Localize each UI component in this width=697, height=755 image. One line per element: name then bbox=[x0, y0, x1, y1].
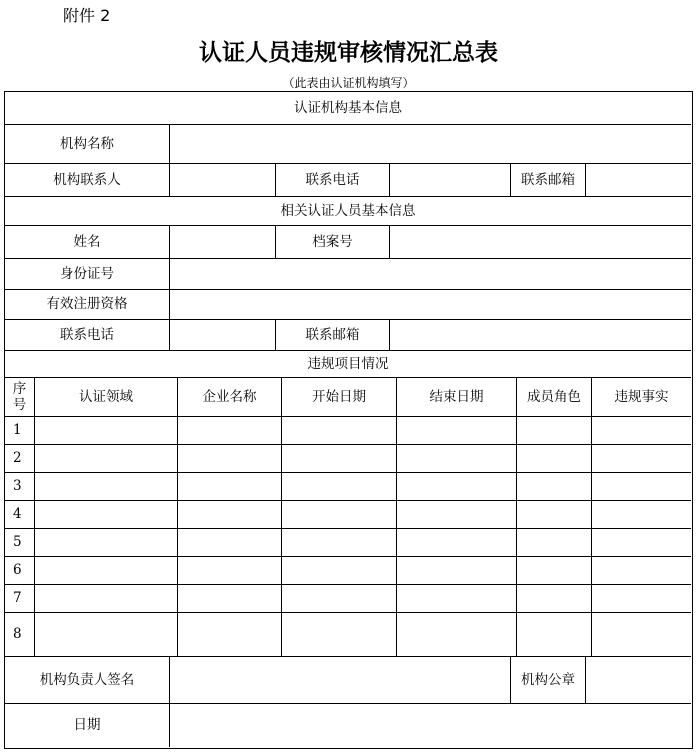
cell-end-date[interactable] bbox=[397, 417, 517, 445]
cell-start-date[interactable] bbox=[282, 445, 397, 473]
cell-field[interactable] bbox=[35, 529, 178, 557]
label-org-email: 联系邮箱 bbox=[511, 164, 586, 197]
row-number: 5 bbox=[5, 529, 35, 557]
input-seal[interactable] bbox=[586, 657, 691, 704]
row-number: 2 bbox=[5, 445, 35, 473]
input-person-email[interactable] bbox=[390, 320, 691, 351]
attachment-label: 附件 2 bbox=[63, 6, 111, 25]
label-org-name: 机构名称 bbox=[5, 125, 170, 164]
cell-field[interactable] bbox=[35, 445, 178, 473]
cell-role[interactable] bbox=[517, 473, 592, 501]
header-seq-bottom: 号 bbox=[12, 397, 27, 413]
summary-table bbox=[4, 91, 693, 749]
label-person-email: 联系邮箱 bbox=[276, 320, 390, 351]
label-id-no: 身份证号 bbox=[5, 259, 170, 290]
input-qualification[interactable] bbox=[170, 290, 691, 320]
cell-company[interactable] bbox=[178, 501, 282, 529]
header-seq-top: 序 bbox=[12, 381, 27, 397]
header-role: 成员角色 bbox=[517, 378, 592, 417]
cell-end-date[interactable] bbox=[397, 445, 517, 473]
cell-facts[interactable] bbox=[592, 417, 691, 445]
cell-field[interactable] bbox=[35, 501, 178, 529]
cell-facts[interactable] bbox=[592, 445, 691, 473]
input-id-no[interactable] bbox=[170, 259, 691, 290]
cell-start-date[interactable] bbox=[282, 473, 397, 501]
cell-company[interactable] bbox=[178, 557, 282, 585]
label-person-name: 姓名 bbox=[5, 226, 170, 259]
label-date: 日期 bbox=[5, 704, 170, 747]
cell-role[interactable] bbox=[517, 501, 592, 529]
row-number: 8 bbox=[5, 613, 35, 657]
cell-start-date[interactable] bbox=[282, 417, 397, 445]
label-org-phone: 联系电话 bbox=[276, 164, 390, 197]
header-seq bbox=[5, 378, 35, 417]
label-file-no: 档案号 bbox=[276, 226, 390, 259]
form-subtitle: （此表由认证机构填写） bbox=[282, 76, 415, 90]
cell-role[interactable] bbox=[517, 585, 592, 613]
cell-field[interactable] bbox=[35, 557, 178, 585]
cell-role[interactable] bbox=[517, 613, 592, 657]
input-org-name[interactable] bbox=[170, 125, 691, 164]
header-end-date: 结束日期 bbox=[397, 378, 517, 417]
label-signature: 机构负责人签名 bbox=[5, 657, 170, 704]
cell-start-date[interactable] bbox=[282, 585, 397, 613]
input-org-email[interactable] bbox=[586, 164, 691, 197]
label-seal: 机构公章 bbox=[511, 657, 586, 704]
cell-role[interactable] bbox=[517, 417, 592, 445]
cell-start-date[interactable] bbox=[282, 613, 397, 657]
cell-field[interactable] bbox=[35, 473, 178, 501]
cell-company[interactable] bbox=[178, 445, 282, 473]
cell-start-date[interactable] bbox=[282, 501, 397, 529]
section-violations: 违规项目情况 bbox=[5, 351, 691, 378]
input-signature[interactable] bbox=[170, 657, 511, 704]
cell-facts[interactable] bbox=[592, 585, 691, 613]
cell-facts[interactable] bbox=[592, 529, 691, 557]
cell-facts[interactable] bbox=[592, 501, 691, 529]
cell-field[interactable] bbox=[35, 417, 178, 445]
cell-role[interactable] bbox=[517, 529, 592, 557]
cell-end-date[interactable] bbox=[397, 473, 517, 501]
input-org-contact-person[interactable] bbox=[170, 164, 276, 197]
row-number: 6 bbox=[5, 557, 35, 585]
label-qualification: 有效注册资格 bbox=[5, 290, 170, 320]
header-start-date: 开始日期 bbox=[282, 378, 397, 417]
cell-field[interactable] bbox=[35, 613, 178, 657]
input-person-name[interactable] bbox=[170, 226, 276, 259]
cell-end-date[interactable] bbox=[397, 501, 517, 529]
input-org-phone[interactable] bbox=[390, 164, 511, 197]
row-number: 3 bbox=[5, 473, 35, 501]
cell-company[interactable] bbox=[178, 613, 282, 657]
cell-end-date[interactable] bbox=[397, 585, 517, 613]
section-person-info: 相关认证人员基本信息 bbox=[5, 197, 691, 226]
header-field: 认证领域 bbox=[35, 378, 178, 417]
header-company: 企业名称 bbox=[178, 378, 282, 417]
label-org-contact-person: 机构联系人 bbox=[5, 164, 170, 197]
cell-end-date[interactable] bbox=[397, 557, 517, 585]
cell-facts[interactable] bbox=[592, 473, 691, 501]
cell-company[interactable] bbox=[178, 585, 282, 613]
cell-company[interactable] bbox=[178, 417, 282, 445]
row-number: 7 bbox=[5, 585, 35, 613]
cell-company[interactable] bbox=[178, 529, 282, 557]
cell-start-date[interactable] bbox=[282, 557, 397, 585]
cell-company[interactable] bbox=[178, 473, 282, 501]
input-file-no[interactable] bbox=[390, 226, 691, 259]
cell-end-date[interactable] bbox=[397, 529, 517, 557]
row-number: 4 bbox=[5, 501, 35, 529]
section-org-info: 认证机构基本信息 bbox=[5, 92, 691, 125]
input-person-phone[interactable] bbox=[170, 320, 276, 351]
cell-facts[interactable] bbox=[592, 613, 691, 657]
header-facts: 违规事实 bbox=[592, 378, 691, 417]
cell-facts[interactable] bbox=[592, 557, 691, 585]
cell-end-date[interactable] bbox=[397, 613, 517, 657]
label-person-phone: 联系电话 bbox=[5, 320, 170, 351]
input-date[interactable] bbox=[170, 704, 691, 747]
form-title: 认证人员违规审核情况汇总表 bbox=[199, 39, 498, 66]
cell-start-date[interactable] bbox=[282, 529, 397, 557]
cell-role[interactable] bbox=[517, 557, 592, 585]
row-number: 1 bbox=[5, 417, 35, 445]
cell-role[interactable] bbox=[517, 445, 592, 473]
cell-field[interactable] bbox=[35, 585, 178, 613]
